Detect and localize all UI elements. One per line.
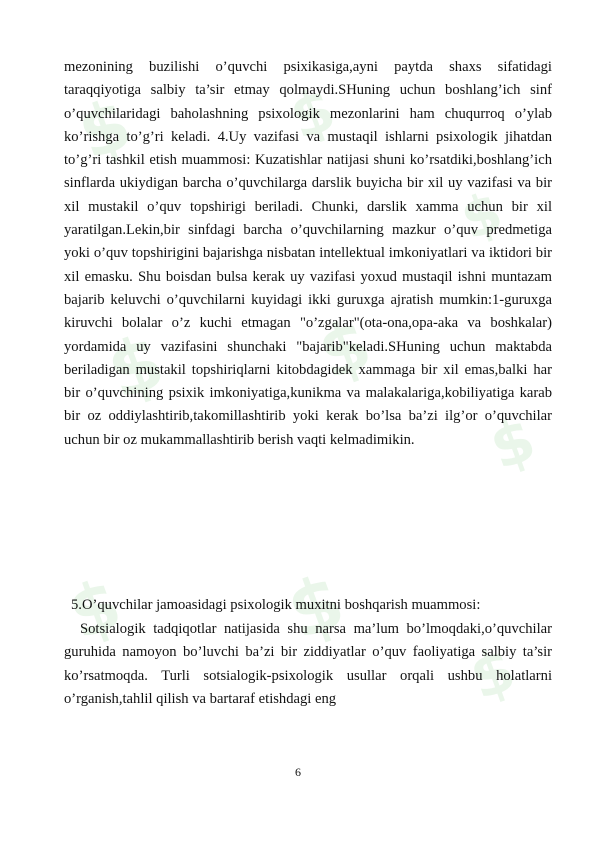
svg-text:$: $ xyxy=(57,562,132,656)
svg-text:$: $ xyxy=(96,316,176,417)
paragraph-text: Sotsialogik tadqiqotlar natijasida shu narsa ma’lum bo’lmoqdaki,o’quvchilar guruhida namoyon bo’luvchi ba’zi bir ziddiyatlar o’quv faoliyatiga salbiy ta’sir ko’rsatmoqda. Turli sotsialogik-psixologik usullar orqali ushbu holatlarni o’rganish,tahlil qilish va bartaraf etishdagi eng xyxy=(64,621,552,707)
body-paragraph-2 xyxy=(64,618,552,711)
page-number: 6 xyxy=(295,765,301,779)
svg-text:$: $ xyxy=(276,556,356,657)
section-heading-5: 5.O’quvchilar jamoasidagi psixologik muxitni boshqarish muammosi: xyxy=(71,597,481,613)
svg-text:$: $ xyxy=(67,82,142,176)
svg-text:$: $ xyxy=(461,634,525,715)
svg-text:$: $ xyxy=(481,404,545,485)
paragraph-text: mezonining buzilishi o’quvchi psixikasiga,ayni paytda shaxs sifatidagi taraqqiyotiga salbiy ta’sir etmay qolmaydi.SHuning uchun boshlang’ich sinf o’quvchilaridagi baholashning psixologik mezonlarini ham chuqurroq o’ylab ko’rishga to’g’ri keladi. 4.Uy vazifasi va mustaqil ishlarni psixologik jihatdan to’g’ri tashkil etish muammosi: Kuzatishlar natijasi shuni ko’rsatdiki,boshlang’ich sinflarda ukiydigan barcha o’quvchilarga darslik buyicha bir xil uy vazifasi va bir xil mustakil o’quv topshirigi beriladi. Chunki, darslik xamma uchun bir xil yaratilgan.Lekin,bir sinfdagi barcha o’quvchilarning mazkur o’quv predmetiga yoki o’quv topshirigini bajarishga nisbatan intellektual imkoniyatlari va iktidori bir xil emasku. Shu boisdan bulsa kerak uy vazifasi yoxud mustaqil ishni muntazam bajarib keluvchi o’quvchilarni kuyidagi ikki guruxga ajratish mumkin:1-guruxga kiruvchi bolalar o’z kuchi etmagan "o’zgalar"(ota-ona,opa-aka va boshkalar) yordamida uy vazifasini shunchaki "bajarib"keladi.SHuning uchun maktabda beriladigan mustakil topshiriqlarni kitobdagidek xammaga bir xil emas,balki har bir o’quvchining psixik imkoniyatiga,kunikma va malakalariga,kobiliyatiga karab bir oz oddiylashtirib,takomillashtirib yoki kerak bo’lsa ba’zi ilg’or o’quvchilar uchun bir oz mukammallashtirib berish vaqti kelmadimikin. xyxy=(64,59,552,448)
svg-text:$: $ xyxy=(452,178,511,253)
body-paragraph-1 xyxy=(64,56,552,452)
svg-text:$: $ xyxy=(307,302,382,396)
svg-text:$: $ xyxy=(281,74,345,155)
